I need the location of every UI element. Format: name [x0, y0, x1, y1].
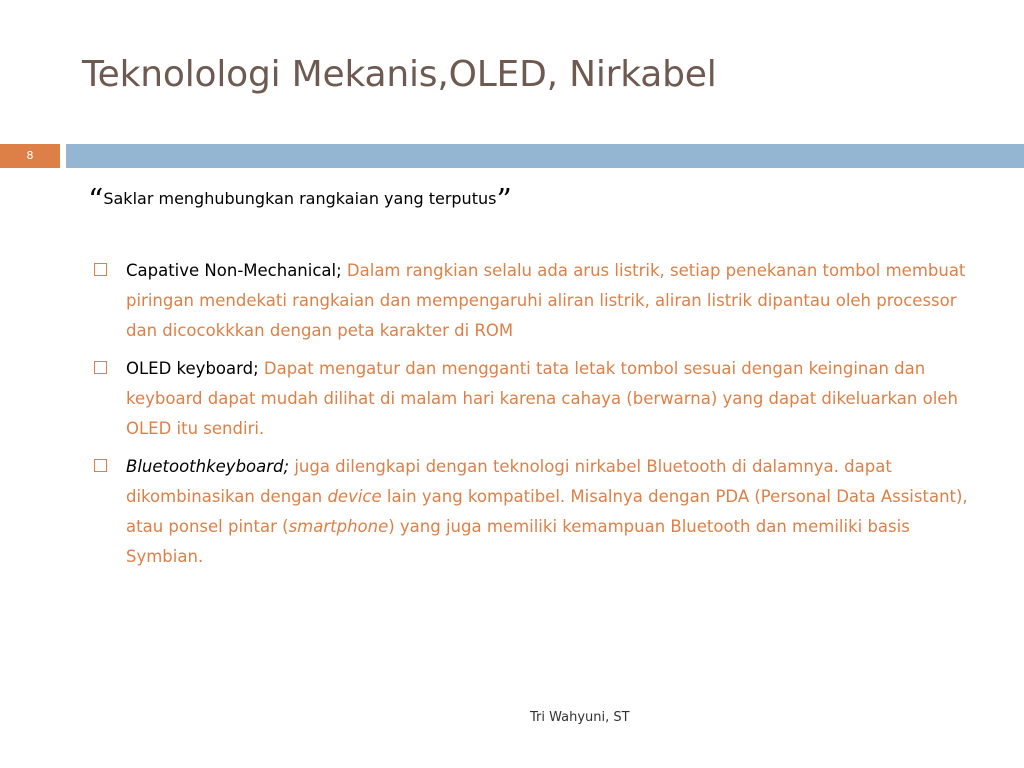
slide-title: Teknolologi Mekanis,OLED, Nirkabel [82, 54, 717, 95]
checkbox-square-icon [94, 361, 107, 374]
bullet-body-part: ) yang juga memiliki kemampuan Bluetooth dan memiliki basis Symbian. [126, 517, 910, 566]
bullet-body-part: lain yang kompatibel. Misalnya dengan PDA (Personal Data Assistant), atau ponsel pintar ( [126, 487, 968, 536]
bullet-capative [92, 256, 972, 346]
open-quote-mark: “ [88, 183, 104, 218]
bullet-body-emphasis: device [327, 487, 382, 506]
bullet-body-emphasis: smartphone [288, 517, 389, 536]
bullet-lead: Capative Non-Mechanical; [126, 261, 347, 280]
footer-author: Tri Wahyuni, ST [530, 710, 630, 725]
bullet-body: Dapat mengatur dan mengganti tata letak tombol sesuai dengan keinginan dan keyboard dapat mudah dilihat di malam hari karena cahaya (berwarna) yang dapat dikeluarkan oleh OLED itu sendiri. [126, 359, 958, 438]
bullet-lead: Bluetoothkeyboard; [126, 457, 295, 476]
bullet-list [92, 256, 972, 580]
close-quote-mark: ” [496, 183, 512, 218]
slide-number-badge: 8 [0, 144, 60, 168]
quote-text: Saklar menghubungkan rangkaian yang terputus [103, 189, 497, 208]
bullet-body-part: juga dilengkapi dengan teknologi nirkabel Bluetooth di dalamnya. dapat dikombinasikan dengan [126, 457, 892, 506]
header-band [0, 144, 1024, 168]
checkbox-square-icon [94, 263, 107, 276]
bullet-bluetooth [92, 452, 972, 572]
quote-line [88, 183, 512, 218]
header-band-bar [66, 144, 1024, 168]
bullet-body: Dalam rangkian selalu ada arus listrik, setiap penekanan tombol membuat piringan mendekati rangkaian dan mempengaruhi aliran listrik, aliran listrik dipantau oleh processor dan dicocokkkan dengan peta karakter di ROM [126, 261, 966, 340]
bullet-oled [92, 354, 972, 444]
checkbox-square-icon [94, 459, 107, 472]
bullet-lead: OLED keyboard; [126, 359, 264, 378]
